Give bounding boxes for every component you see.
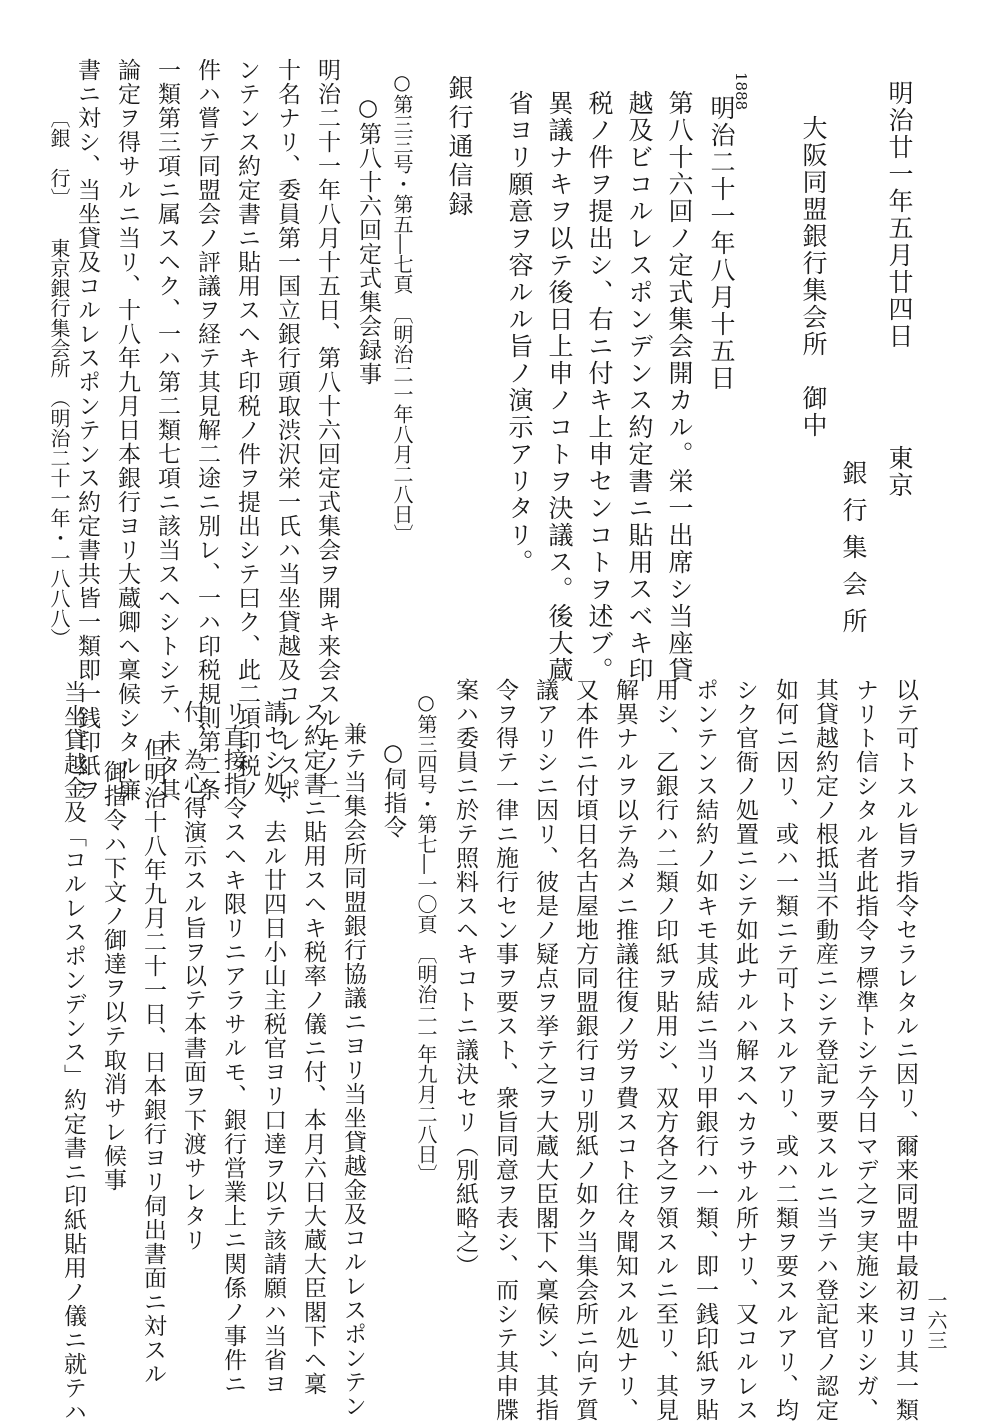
ref1-line-1: 明治二十一年八月十五日、第八十六回定式集会ヲ開キ来会スルモノ二 — [314, 58, 340, 802]
body-line-3: 税ノ件ヲ提出シ、右ニ付キ上申センコトヲ述ブ。 — [585, 90, 614, 684]
heading-2: ○伺指令 — [380, 740, 406, 839]
recipient: 大阪同盟銀行集会所 御中 — [799, 115, 828, 439]
cont-line-6: ポンテンス結約ノ如キモ其成結ニ当リ甲銀行ハ一類、即一銭印紙ヲ貼 — [692, 678, 718, 1422]
body-line-5: 省ヨリ願意ヲ容ルル旨ノ演示アリタリ。 — [505, 90, 534, 576]
sender-city: 東京 — [885, 445, 914, 499]
ref2-line-4: リ直接指令スヘキ限リニアラサルモ、銀行営業上ニ関係ノ事件ニ — [220, 700, 246, 1396]
ref1-line-4: 件ハ嘗テ同盟会ノ評議ヲ経テ其見解二途ニ別レ、一ハ印税規則第二条 — [194, 58, 220, 802]
year-note: 1888 — [732, 72, 750, 111]
cont-line-1: 以テ可トスル旨ヲ指令セラレタルニ因リ、爾来同盟中最初ヨリ其一類 — [892, 678, 918, 1422]
ref2-line-3: 請セシ処、去ル廿四日小山主税官ヨリ口達ヲ以テ該請願ハ当省ヨ — [260, 700, 286, 1396]
cont-line-12: 案ハ委員ニ於テ照料スヘキコトニ議決セリ（別紙略之） — [452, 678, 478, 1278]
body-line-2: 越及ビコルレスポンデンス約定書ニ貼用スベキ印 — [625, 90, 654, 684]
page-footer: 〔銀 行〕 東京銀行集会所 （明治二十一年・一八八八） — [47, 108, 71, 648]
cont-line-4: 如何ニ因リ、或ハ一類ニテ可トスルアリ、或ハ二類ヲ要スルアリ、均 — [772, 678, 798, 1422]
letter-date: 明治廿一年五月廿四日 — [885, 80, 914, 350]
cont-line-9: 又本件ニ付頃日名古屋地方同盟銀行ヨリ別紙ノ如ク当集会所ニ向テ質 — [572, 678, 598, 1422]
cont-line-11: 令ヲ得テ一律ニ施行セン事ヲ要スト、衆旨同意ヲ表シ、而シテ其申牒 — [492, 678, 518, 1422]
cont-line-7: 用シ、乙銀行ハ二類ノ印紙ヲ貼用シ、双方各之ヲ領スルニ至リ、其見 — [652, 678, 678, 1422]
cont-line-10: 議アリシニ因リ、彼是ノ疑点ヲ挙テ之ヲ大蔵大臣閣下ヘ稟候シ、其指 — [532, 678, 558, 1422]
date-line: 但明治十八年九月二十一日、日本銀行ヨリ伺出書面ニ対スル — [140, 738, 166, 1386]
ref1-line-5: 一類第三項ニ属スヘク、一ハ第二類七項ニ該当スヘシトシテ、未タ其 — [154, 58, 180, 802]
meeting-date: 明治二十一年八月十五日 — [707, 95, 736, 392]
page-number: 一六三 — [924, 1290, 948, 1350]
ref1-line-3: ンテンス約定書ニ貼用スヘキ印税ノ件ヲ提出シテ曰ク、此二項印税ノ — [234, 58, 260, 802]
ref1-line-6: 論定ヲ得サルニ当リ、十八年九月日本銀行ヨリ大蔵卿ヘ稟候シタル廉 — [114, 58, 140, 802]
reference-1: ○第三三号・第五―七頁 〔明治二一年八月二八日〕 — [390, 70, 414, 544]
body-line-4: 異議ナキヲ以テ後日上申ノコトヲ決議ス。後大蔵 — [545, 90, 574, 684]
ref1-line-2: 十名ナリ、委員第一国立銀行頭取渋沢栄一氏ハ当坐貸越及コルレスポ — [274, 58, 300, 802]
reference-2: ○第三四号・第七―一〇頁 〔明治二一年九月二八日〕 — [414, 690, 438, 1184]
last-line: 当坐貸越金及「コルレスポンデンス」約定書ニ印紙貼用ノ儀ニ就テハ — [60, 680, 86, 1424]
cont-line-5: シク官衙ノ処置ニシテ如此ナルハ解スヘカラサル所ナリ、又コルレス — [732, 678, 758, 1422]
sender-org: 銀行集会所 — [839, 460, 868, 645]
cont-line-8: 解異ナルヲ以テ為メニ推議往復ノ労ヲ費スコト往々聞知スル処ナリ、 — [612, 678, 638, 1422]
ref2-line-2: ス約定書ニ貼用スヘキ税率ノ儀ニ付、本月六日大蔵大臣閣下ヘ稟 — [300, 700, 326, 1396]
heading-1: ○第八十六回定式集会録事 — [355, 95, 381, 386]
ref2-line-1: 兼テ当集会所同盟銀行協議ニヨリ当坐貸越金及コルレスポンテン — [340, 722, 366, 1418]
cont-line-3: 其貸越約定ノ根抵当不動産ニシテ登記ヲ要スルニ当テハ登記官ノ認定 — [812, 678, 838, 1422]
section-title: 銀行通信録 — [445, 75, 474, 220]
directive-line: 御指令ハ下文ノ御達ヲ以テ取消サレ候事 — [100, 760, 126, 1192]
ref2-line-5: 付、為心得演示スル旨ヲ以テ本書面ヲ下渡サレタリ — [180, 700, 206, 1252]
cont-line-2: ナリト信シタル者此指令ヲ標準トシテ今日マデ之ヲ実施シ来リシガ、 — [852, 678, 878, 1422]
body-line-1: 第八十六回ノ定式集会開カル。栄一出席シ当座貸 — [665, 90, 694, 684]
ref1-line-7: 書ニ対シ、当坐貸及コルレスポンテンス約定書共皆一類即一銭印紙ヲ — [74, 58, 100, 802]
